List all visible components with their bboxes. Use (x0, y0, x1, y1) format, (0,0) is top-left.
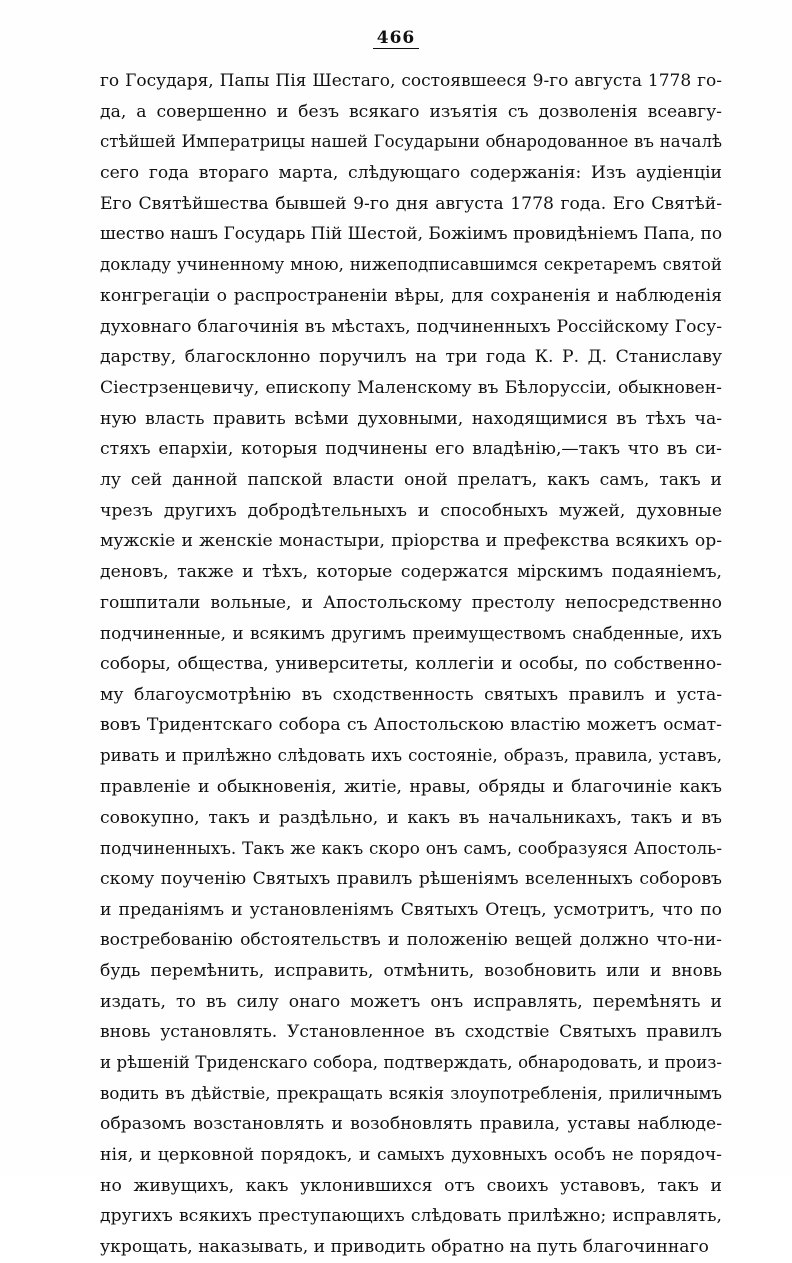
text-line-31: издать, то въ силу онаго можетъ онъ исправлять, перемѣнять и (100, 991, 722, 1012)
text-line-24: правленіе и обыкновенія, житіе, нравы, обряды и благочиніе какъ (100, 776, 722, 797)
page-number-text: 466 (373, 28, 420, 49)
text-line-9: духовнаго благочинія въ мѣстахъ, подчиненныхъ Россійскому Госу- (100, 316, 722, 337)
page-number (0, 28, 792, 48)
text-line-3: стѣйшей Императрицы нашей Государыни обнародованное въ началѣ (100, 132, 722, 152)
text-line-21: му благоусмотрѣнію въ сходственность святыхъ правилъ и уста- (100, 684, 722, 705)
text-line-39: укрощать, наказывать, и приводить обратно на путь благочиннаго (100, 1237, 709, 1258)
text-line-18: гошпитали вольные, и Апостольскому престолу непосредственно (100, 592, 722, 613)
text-line-4: сего года втораго марта, слѣдующаго содержанія: Изъ аудіенціи (100, 163, 722, 184)
text-line-14: лу сей данной папской власти оной прелатъ, какъ самъ, такъ и (100, 469, 722, 490)
text-line-17: деновъ, также и тѣхъ, которые содержатся мірскимъ подаяніемъ, (100, 562, 722, 582)
text-line-38: другихъ всякихъ преступающихъ слѣдовать прилѣжно; исправлять, (100, 1206, 722, 1227)
text-line-29: востребованію обстоятельствъ и положенію вещей должно что-ни- (100, 930, 722, 951)
text-line-27: скому поученію Святыхъ правилъ рѣшеніямъ вселенныхъ соборовъ (100, 868, 722, 889)
text-line-2: да, а совершенно и безъ всякаго изъятiя съ дозволенія всеавгу- (100, 101, 722, 122)
text-line-20: соборы, общества, университеты, коллегіи и особы, по собственно- (100, 654, 722, 675)
text-line-34: водить въ дѣйствіе, прекращать всякія злоупотребленія, приличнымъ (100, 1083, 722, 1103)
text-line-30: будь перемѣнить, исправить, отмѣнить, возобновить или и вновь (100, 960, 722, 981)
text-line-7: докладу учиненному мною, нижеподписавшимся секретаремъ святой (100, 255, 722, 275)
text-line-23: ривать и прилѣжно слѣдовать ихъ состояніе, образъ, правила, уставъ, (100, 746, 722, 766)
text-line-8: конгрегаціи о распространеніи вѣры, для сохраненія и наблюденія (100, 285, 722, 306)
text-line-19: подчиненные, и всякимъ другимъ преимуществомъ снабденные, ихъ (100, 623, 722, 644)
text-line-32: вновь установлять. Установленное въ сходствіе Святыхъ правилъ (100, 1022, 722, 1043)
text-line-35: образомъ возстановлять и возобновлять правила, уставы наблюде- (100, 1114, 722, 1135)
text-line-1: го Государя, Папы Пiя Шестаго, состоявшееся 9-го августа 1778 го- (100, 71, 722, 91)
text-line-5: Его Святѣйшества бывшей 9-го дня августа 1778 года. Его Святѣй- (100, 193, 722, 214)
text-line-22: вовъ Тридентскаго собора съ Апостольскою властію можетъ осмат- (100, 715, 722, 736)
text-line-11: Сiестрзенцевичу, епископу Маленскому въ Бѣлоруссіи, обыкновен- (100, 377, 722, 398)
text-line-10: дарству, благосклонно поручилъ на три года К. Р. Д. Станиславу (100, 347, 722, 368)
text-line-36: нія, и церковной порядокъ, и самыхъ духовныхъ особъ не порядоч- (100, 1145, 722, 1166)
text-line-26: подчиненныхъ. Такъ же какъ скоро онъ самъ, сообразуяся Апостоль- (100, 838, 722, 859)
text-line-33: и рѣшеній Триденскаго собора, подтверждать, обнародовать, и произ- (100, 1053, 722, 1072)
text-line-28: и преданіямъ и установленіямъ Святыхъ Отецъ, усмотритъ, что по (100, 899, 722, 920)
text-line-6: шество нашъ Государь Пій Шестой, Божіимъ провидѣніемъ Папа, по (100, 224, 723, 245)
text-line-12: ную власть править всѣми духовными, находящимися въ тѣхъ ча- (100, 408, 722, 429)
text-line-15: чрезъ другихъ добродѣтельныхъ и способныхъ мужей, духовные (100, 500, 722, 521)
text-line-16: мужскіе и женскіе монастыри, пріорства и префекства всякихъ ор- (100, 531, 722, 552)
text-line-25: совокупно, такъ и раздѣльно, и какъ въ начальникахъ, такъ и въ (100, 807, 722, 828)
text-line-13: стяхъ епархіи, которыя подчинены его владѣнію,—такъ что въ си- (100, 439, 722, 460)
text-line-37: но живущихъ, какъ уклонившихся отъ своихъ уставовъ, такъ и (100, 1175, 722, 1196)
body-text (100, 66, 722, 1263)
